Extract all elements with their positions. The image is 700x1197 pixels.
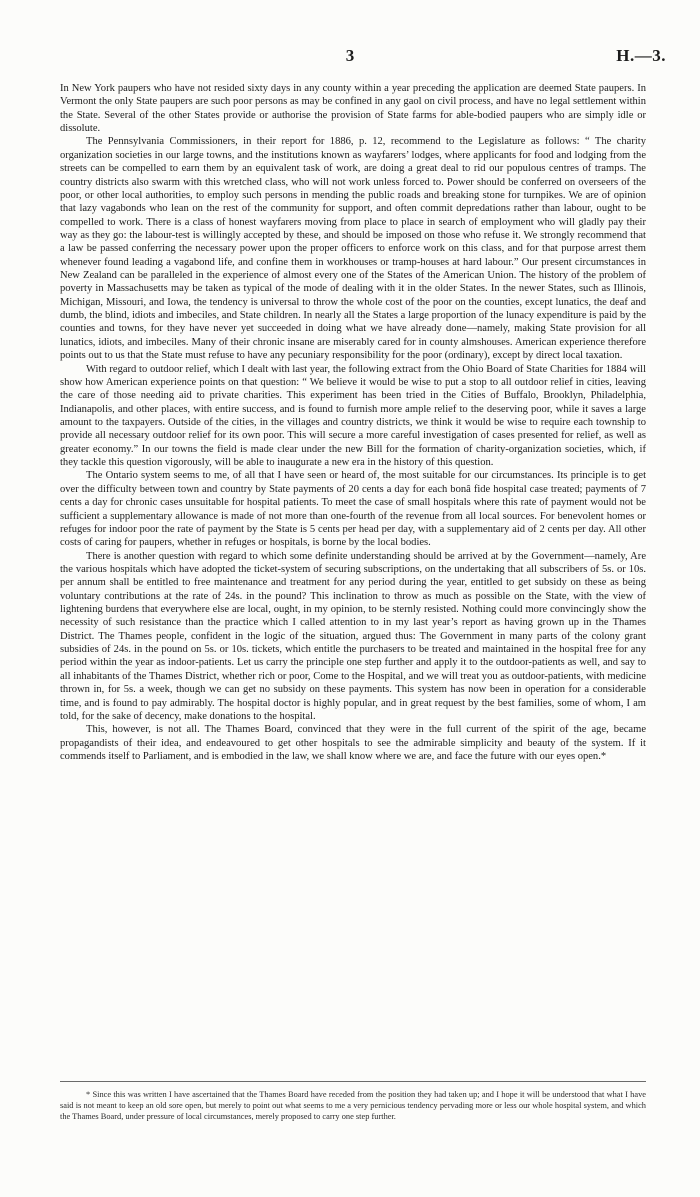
paragraph-ontario-system: The Ontario system seems to me, of all that I have seen or heard of, the most suitable for our circumstances. Its principle is to get over the difficulty between town and country by State payments of 20 cents a day for each bonâ fide hospital case treated; payments of 7 cents a day for chronic cases unsuitable for hospital patients. To meet the case of small hospitals where this rate of payment would not be sufficient a supplementary allowance is made of not more than one-fourth of the revenue from all local sources. For benevolent homes or refuges for indoor poor the rate of payment by the State is 5 cents per head per day, with a supplementary aid of 2 cents per day. All other costs of caring for paupers, whether in refuges or hospitals, is borne by the local bodies.: [60, 470, 646, 549]
document-reference: H.—3.: [616, 46, 666, 65]
footnote: * Since this was written I have ascertained that the Thames Board have receded from the position they had taken up; and I hope it will be understood that what I have said is not meant to keep an old sore open, but merely to point out what seems to me a very pernicious tendency pervading more or less our whole hospital system, and which the Thames Board, under pressure of local circumstances, merely proposed to carry one step further.: [60, 1090, 646, 1121]
body-text: [60, 82, 646, 763]
paragraph-pennsylvania-commissioners: The Pennsylvania Commissioners, in their report for 1886, p. 12, recommend to the Legislature as follows: “ The charity organization societies in our large towns, and the institutions known as wayfarers’ lodges, where applicants for food and lodging from the streets can be compelled to earn them by an equivalent task of work, are doing a great deal to rid our populous centres of tramps. The country districts also swarm with this wretched class, who will not work unless forced to. Power should be conferred on overseers of the poor, or other local authorities, to employ such persons in mending the public roads and breaking stone for turnpikes. We are of opinion that lazy vagabonds who lean on the rest of the community for support, and often commit depredations rather than labour, ought to be compelled to work. There is a class of honest wayfarers moving from place to place in search of employment who will gladly pay their way as they go: the labour-test is willingly accepted by these, and should be imposed on those who refuse it. We strongly recommend that a law be passed conferring the necessary power upon the proper officers to enforce work on this class, and for that purpose arrest them whenever found leading a vagabond life, and confine them in workhouses or tramp-houses at hard labour.” Our present circumstances in New Zealand can be paralleled in the experience of almost every one of the States of the American Union. The history of the problem of poverty in Massachusetts may be taken as typical of the mode of dealing with it in the older States. In the newer States, such as Illinois, Michigan, Missouri, and Iowa, the tendency is universal to throw the whole cost of the poor on the counties, except lunatics, the deaf and dumb, the blind, idiots and imbeciles, and State children. In nearly all the States a large proportion of the lunacy expenditure is paid by the counties and towns, for they have never yet succeeded in doing what we have already done—namely, making State provision for all lunatics, idiots, and imbeciles. Many of their chronic insane are miserably cared for in county almshouses. American experience therefore points out to us that the State must refuse to have any pecuniary responsibility for the poor (ordinary), except by direct local taxation.: [60, 136, 646, 362]
paragraph-new-york-paupers: In New York paupers who have not resided sixty days in any county within a year preceding the application are deemed State paupers. In Vermont the only State paupers are such poor persons as may be confined in any gaol on civil process, and have no legal settlement within the State. Several of the other States provide or authorise the provision of State farms for able-bodied paupers who are simply idle or dissolute.: [60, 83, 646, 135]
footnote-divider: [60, 1081, 646, 1082]
paragraph-thames-board: This, however, is not all. The Thames Board, convinced that they were in the full current of the spirit of the age, became propagandists of their idea, and endeavoured to get other hospitals to see the admirable simplicity and beauty of the system. If it commends itself to Parliament, and is embodied in the law, we shall know where we are, and face the future with our eyes open.*: [60, 724, 646, 762]
paragraph-outdoor-relief: With regard to outdoor relief, which I dealt with last year, the following extract from the Ohio Board of State Charities for 1884 will show how American experience points on that question: “ We believe it would be wise to put a stop to all outdoor relief in cities, leaving the care of those needing aid to private charities. This experiment has been tried in the Cities of Buffalo, Brooklyn, Philadelphia, Indianapolis, and other places, with entire success, and is found to furnish more ample relief to the deserving poor, while it saves a large amount to the taxpayers. Outside of the cities, in the villages and country districts, we think it would be wise to require each township to provide all necessary outdoor relief for its own poor. This will secure a more careful investigation of cases presented for relief, as well as greater economy.” In our towns the field is made clear under the new Bill for the formation of charity-organization societies, which, if they tackle this question vigorously, will be able to inaugurate a new era in the history of this question.: [60, 363, 646, 469]
page-number: 3: [345, 46, 355, 65]
paragraph-ticket-system: There is another question with regard to which some definite understanding should be arrived at by the Government—namely, Are the various hospitals which have adopted the ticket-system of securing subscriptions, on the undertaking that all subscribers of 5s. or 10s. per annum shall be entitled to free maintenance and treatment for any period during the year, entitled to get subsidy on these as being voluntary contributions at the rate of 24s. in the pound? This inclination to throw as much as possible on the State, with the view of lightening burdens that everywhere else are local, ought, in my opinion, to be sternly resisted. Nothing could more convincingly show the necessity of such resistance than the practice which I called attention to in my last year’s report as having grown up in the Thames District. The Thames people, confident in the logic of the situation, argued thus: The Government in many parts of the colony grant subsidies of 24s. in the pound on 5s. or 10s. tickets, which entitle the purchasers to be treated and maintained in the hospital free for any period within the year as indoor-patients. Let us carry the principle one step further and apply it to the outdoor-patients as well, and say to all inhabitants of the Thames District, whether rich or poor, Come to the Hospital, and we will treat you as outdoor-patients, with medicine thrown in, for 5s. a week, though we can get no subsidy on these payments. This system has now been in operation for a considerable time, and is found to pay admirably. The hospital doctor is highly popular, and in great request by the best families, some of whom, I am told, for the sake of decency, make donations to the hospital.: [60, 550, 646, 722]
